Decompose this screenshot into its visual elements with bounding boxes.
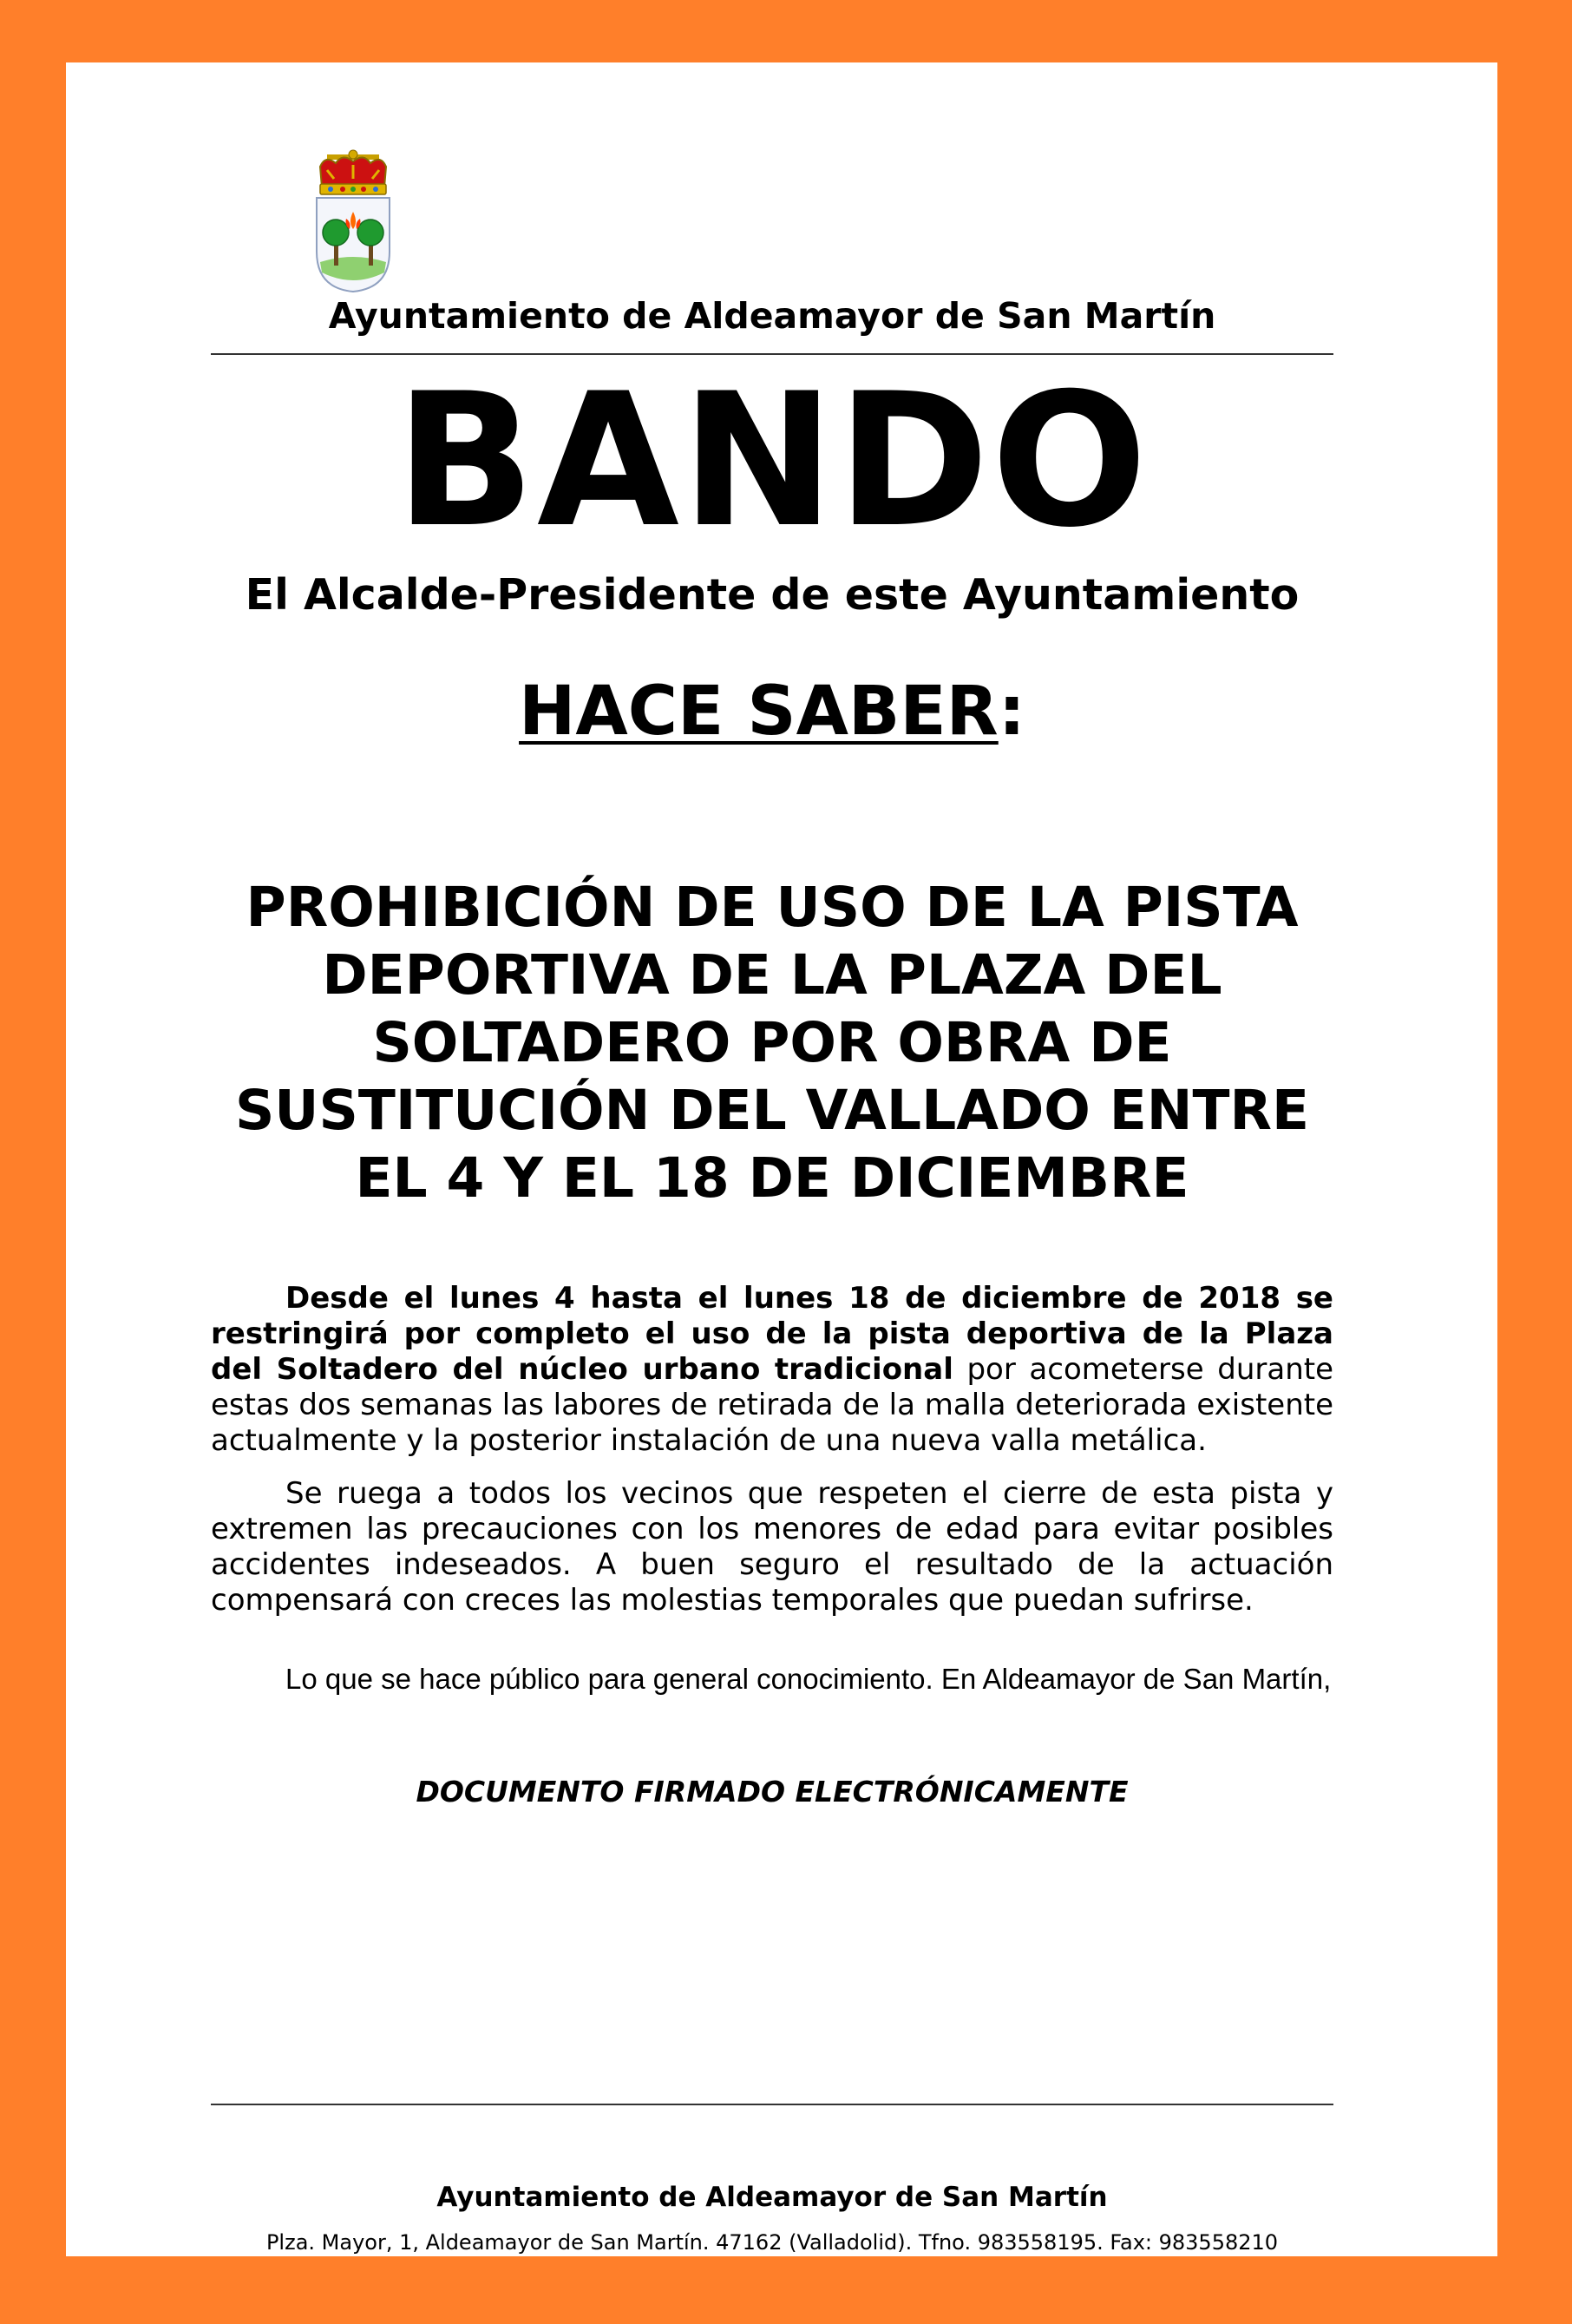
headline-line: PROHIBICIÓN DE USO DE LA PISTA [246, 876, 1299, 939]
signature-note: DOCUMENTO FIRMADO ELECTRÓNICAMENTE [416, 1775, 1129, 1809]
header-organization: Ayuntamiento de Aldeamayor de San Martín [328, 295, 1216, 337]
headline-line: SOLTADERO POR OBRA DE [372, 1011, 1172, 1074]
body-paragraph-1 [211, 1281, 1333, 1459]
notice-content [211, 62, 1333, 2256]
notice-title: BANDO [395, 353, 1150, 568]
body-paragraph-1-rest: por acometerse durante estas dos semanas las labores de retirada de la malla deteriorada existente actualmente y la posterior instalación de una nueva valla metálica. [211, 1352, 1333, 1458]
announcement-headline [211, 874, 1333, 1212]
footer-divider [211, 2104, 1333, 2105]
notice-subtitle: El Alcalde-Presidente de este Ayuntamiento [245, 570, 1300, 620]
announcement-label: HACE SABER [519, 673, 999, 751]
headline-line: EL 4 Y EL 18 DE DICIEMBRE [355, 1146, 1189, 1210]
body-paragraph-2: Se ruega a todos los vecinos que respeten el cierre de esta pista y extremen las precauciones con los menores de edad para evitar posibles accidentes indeseados. A buen seguro el resultado de la actuación compensará con creces las molestias temporales que puedan sufrirse. [211, 1476, 1333, 1618]
closing-statement: Lo que se hace público para general conocimiento. En Aldeamayor de San Martín, [285, 1663, 1332, 1695]
announcement-heading [211, 672, 1333, 753]
body-paragraph-1-bold: Desde el lunes 4 hasta el lunes 18 de diciembre de 2018 se restringirá por completo el uso de la pista deportiva de la Plaza del Soltadero del núcleo urbano tradicional [211, 1281, 1333, 1387]
announcement-colon: : [998, 673, 1025, 751]
headline-line: SUSTITUCIÓN DEL VALLADO ENTRE [234, 1079, 1310, 1142]
coat-of-arms-icon [308, 149, 398, 295]
footer-organization: Ayuntamiento de Aldeamayor de San Martín [436, 2182, 1108, 2213]
footer-address: Plza. Mayor, 1, Aldeamayor de San Martín. 47162 (Valladolid). Tfno. 983558195. Fax: 983558210 [265, 2230, 1279, 2255]
headline-line: DEPORTIVA DE LA PLAZA DEL [322, 943, 1222, 1007]
notice-page [66, 62, 1497, 2256]
